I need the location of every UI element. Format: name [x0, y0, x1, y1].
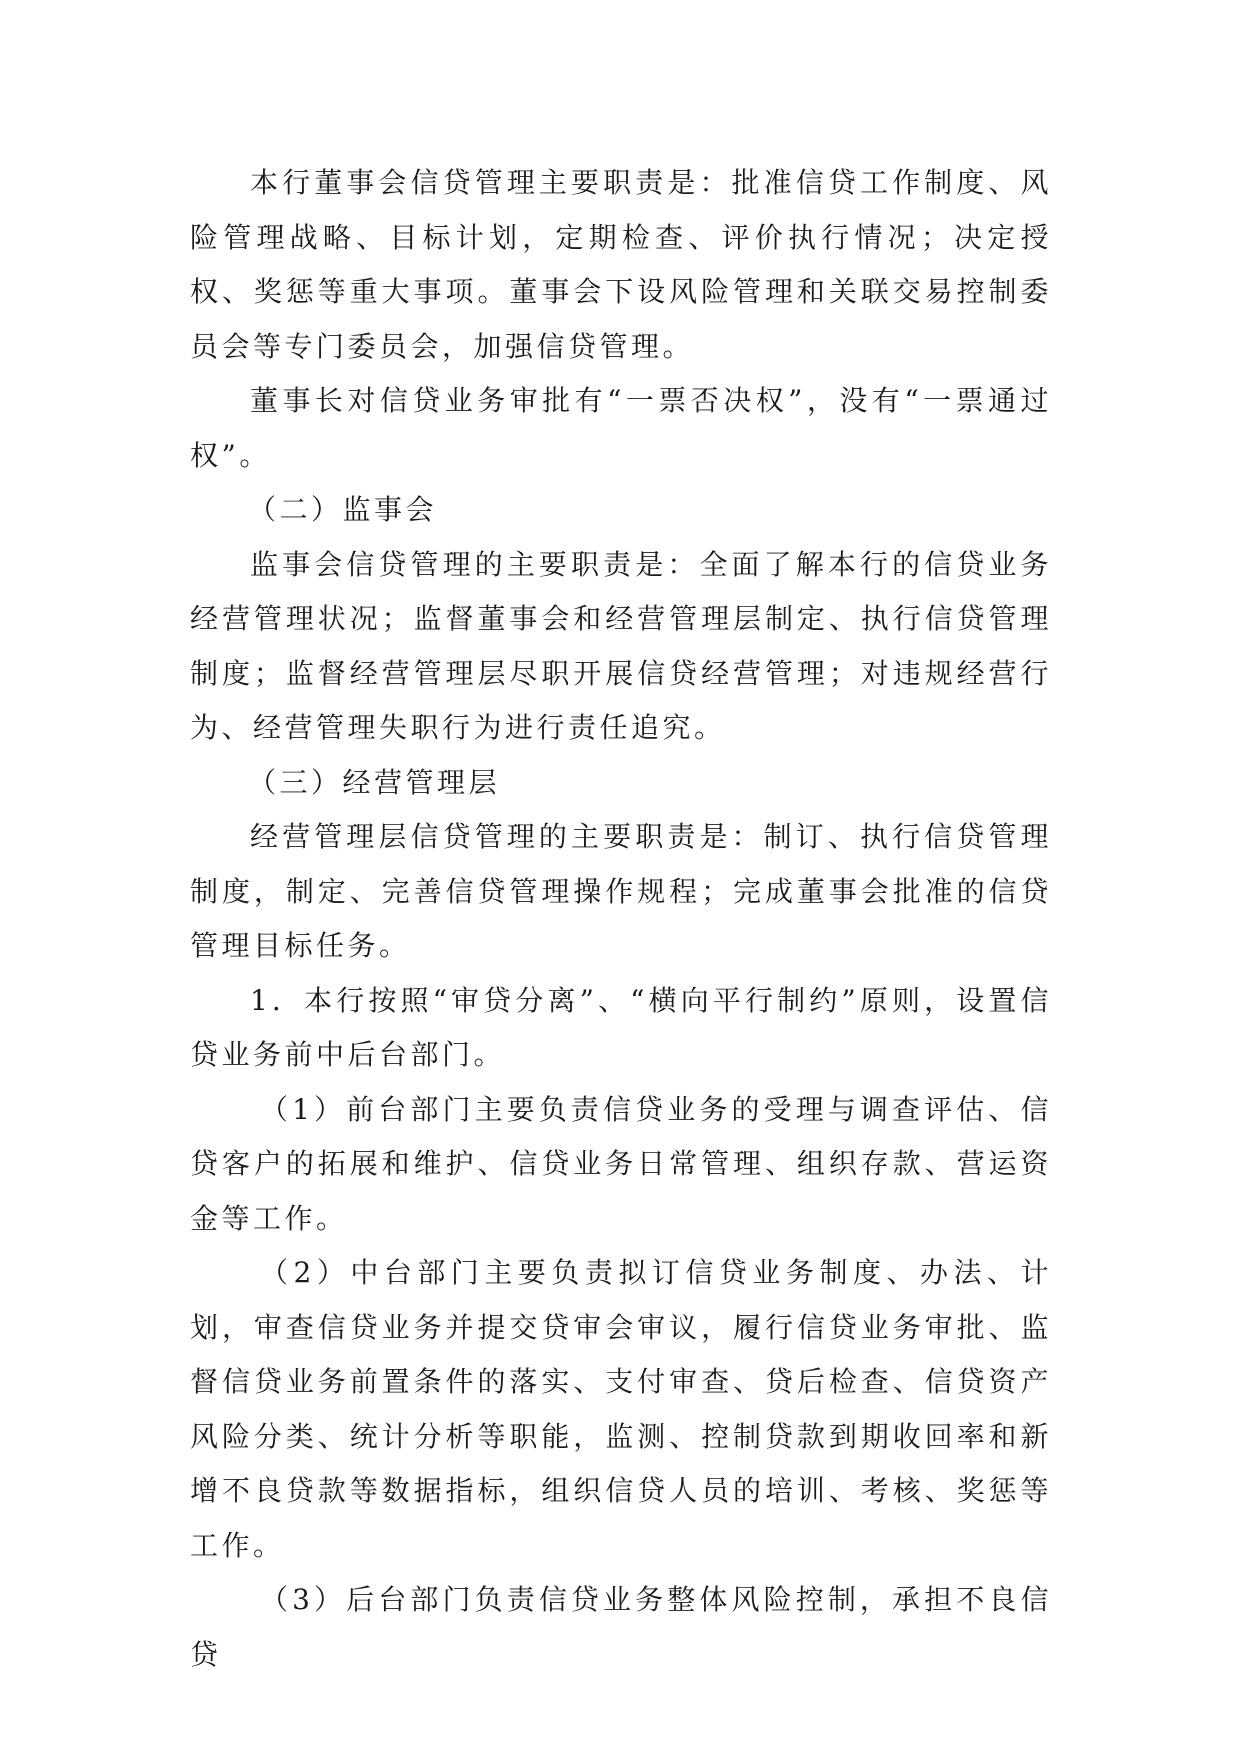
section-heading-management: （三）经营管理层 [248, 765, 501, 799]
paragraph-middle-office: （2）中台部门主要负责拟订信贷业务制度、办法、计划，审查信贷业务并提交贷审会审议，履行信贷业务审批、监督信贷业务前置条件的落实、支付审查、贷后检查、信贷资产风险分类、统计分析等职能，监测、控制贷款到期收回率和新增不良贷款等数据指标，组织信贷人员的培训、考核、奖惩等工作。 [190, 1256, 1052, 1562]
paragraph-chairman-veto: 董事长对信贷业务审批有“一票否决权”，没有“一票通过权”。 [190, 384, 1052, 472]
paragraph-back-office: （3）后台部门负责信贷业务整体风险控制，承担不良信贷 [190, 1583, 1052, 1671]
paragraph-front-office: （1）前台部门主要负责信贷业务的受理与调查评估、信贷客户的拓展和维护、信贷业务日常管理、组织存款、营运资金等工作。 [190, 1092, 1052, 1235]
paragraph-board-duties: 本行董事会信贷管理主要职责是：批准信贷工作制度、风险管理战略、目标计划，定期检查、评价执行情况；决定授权、奖惩等重大事项。董事会下设风险管理和关联交易控制委员会等专门委员会，加强信贷管理。 [190, 166, 1052, 363]
paragraph-supervisory-duties: 监事会信贷管理的主要职责是：全面了解本行的信贷业务经营管理状况；监督董事会和经营管理层制定、执行信贷管理制度；监督经营管理层尽职开展信贷经营管理；对违规经营行为、经营管理失职行为进行责任追究。 [190, 547, 1052, 744]
document-body [190, 156, 1052, 1682]
paragraph-management-duties: 经营管理层信贷管理的主要职责是：制订、执行信贷管理制度，制定、完善信贷管理操作规程；完成董事会批准的信贷管理目标任务。 [190, 820, 1052, 962]
section-heading-supervisory-board: （二）监事会 [248, 493, 438, 526]
paragraph-department-setup: 1．本行按照“审贷分离”、“横向平行制约”原则，设置信贷业务前中后台部门。 [190, 983, 1052, 1071]
